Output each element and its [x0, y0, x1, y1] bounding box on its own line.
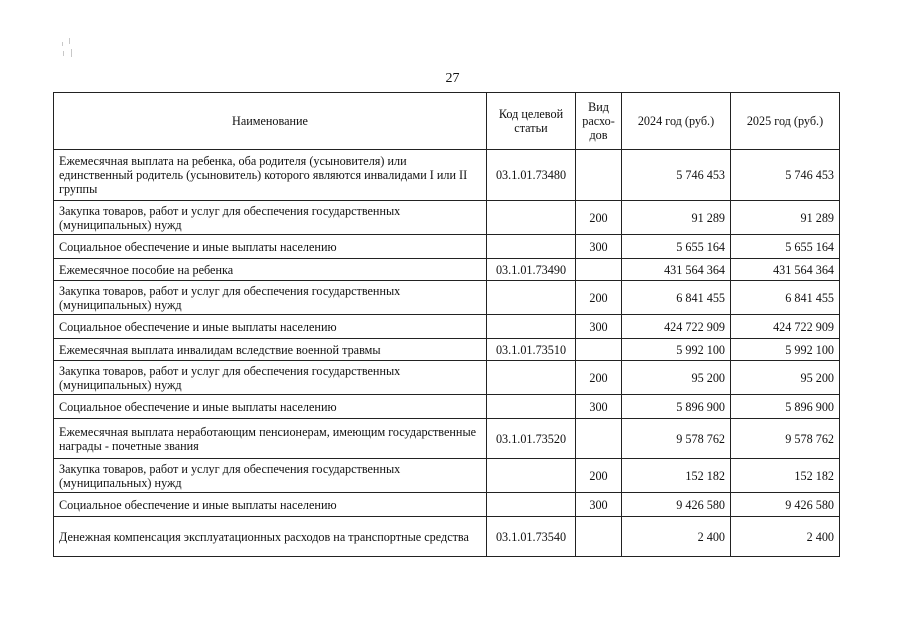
row-2025-cell: 5 992 100 [731, 339, 840, 361]
row-name-cell: Закупка товаров, работ и услуг для обеспечения государственных (муниципальных) нужд [54, 459, 487, 493]
row-code-cell [487, 201, 576, 235]
row-2025-cell: 5 896 900 [731, 395, 840, 419]
row-expense-type-cell [576, 339, 622, 361]
row-expense-type-cell: 200 [576, 361, 622, 395]
table-body [54, 150, 840, 557]
budget-table [53, 92, 840, 557]
row-expense-type-cell [576, 150, 622, 201]
row-code-cell [487, 315, 576, 339]
row-expense-type-cell: 200 [576, 459, 622, 493]
row-2024-cell: 152 182 [622, 459, 731, 493]
row-code-cell [487, 459, 576, 493]
table-row [54, 419, 840, 459]
row-code-cell [487, 361, 576, 395]
row-expense-type-cell: 300 [576, 493, 622, 517]
row-code-cell [487, 281, 576, 315]
row-code-cell [487, 493, 576, 517]
row-expense-type-cell: 300 [576, 395, 622, 419]
row-2025-cell: 6 841 455 [731, 281, 840, 315]
header-expense-type: Вид расхо-дов [576, 93, 622, 150]
row-code-cell: 03.1.01.73520 [487, 419, 576, 459]
header-2025: 2025 год (руб.) [731, 93, 840, 150]
row-name-cell: Закупка товаров, работ и услуг для обеспечения государственных (муниципальных) нужд [54, 361, 487, 395]
row-expense-type-cell: 300 [576, 235, 622, 259]
row-name-cell: Закупка товаров, работ и услуг для обеспечения государственных (муниципальных) нужд [54, 281, 487, 315]
row-2025-cell: 431 564 364 [731, 259, 840, 281]
row-name-cell: Социальное обеспечение и иные выплаты населению [54, 493, 487, 517]
row-code-cell: 03.1.01.73490 [487, 259, 576, 281]
table-row [54, 315, 840, 339]
row-expense-type-cell: 300 [576, 315, 622, 339]
row-2025-cell: 9 578 762 [731, 419, 840, 459]
row-expense-type-cell: 200 [576, 281, 622, 315]
row-expense-type-cell [576, 517, 622, 557]
row-2025-cell: 95 200 [731, 361, 840, 395]
table-row [54, 281, 840, 315]
page-number: 27 [445, 71, 460, 86]
row-expense-type-cell: 200 [576, 201, 622, 235]
table-row [54, 259, 840, 281]
row-code-cell [487, 235, 576, 259]
header-name: Наименование [54, 93, 487, 150]
row-2025-cell: 2 400 [731, 517, 840, 557]
row-code-cell: 03.1.01.73510 [487, 339, 576, 361]
row-2024-cell: 431 564 364 [622, 259, 731, 281]
row-2024-cell: 5 896 900 [622, 395, 731, 419]
row-name-cell: Социальное обеспечение и иные выплаты населению [54, 235, 487, 259]
table-row [54, 361, 840, 395]
row-2024-cell: 9 578 762 [622, 419, 731, 459]
row-2024-cell: 5 992 100 [622, 339, 731, 361]
row-2025-cell: 91 289 [731, 201, 840, 235]
row-2025-cell: 424 722 909 [731, 315, 840, 339]
row-expense-type-cell [576, 419, 622, 459]
row-2025-cell: 152 182 [731, 459, 840, 493]
row-name-cell: Ежемесячное пособие на ребенка [54, 259, 487, 281]
row-2024-cell: 5 746 453 [622, 150, 731, 201]
row-name-cell: Денежная компенсация эксплуатационных расходов на транспортные средства [54, 517, 487, 557]
row-expense-type-cell [576, 259, 622, 281]
table-row [54, 201, 840, 235]
table-row [54, 493, 840, 517]
table-row [54, 395, 840, 419]
table-row [54, 150, 840, 201]
header-2024: 2024 год (руб.) [622, 93, 731, 150]
row-name-cell: Ежемесячная выплата инвалидам вследствие военной травмы [54, 339, 487, 361]
table-row [54, 517, 840, 557]
row-name-cell: Закупка товаров, работ и услуг для обеспечения государственных (муниципальных) нужд [54, 201, 487, 235]
row-2024-cell: 6 841 455 [622, 281, 731, 315]
row-2025-cell: 9 426 580 [731, 493, 840, 517]
row-code-cell: 03.1.01.73540 [487, 517, 576, 557]
row-name-cell: Социальное обеспечение и иные выплаты населению [54, 315, 487, 339]
row-2024-cell: 95 200 [622, 361, 731, 395]
row-code-cell [487, 395, 576, 419]
table-row [54, 459, 840, 493]
row-2024-cell: 9 426 580 [622, 493, 731, 517]
scan-artifact [60, 38, 74, 60]
table-header-row [54, 93, 840, 150]
row-code-cell: 03.1.01.73480 [487, 150, 576, 201]
table-row [54, 235, 840, 259]
row-2024-cell: 424 722 909 [622, 315, 731, 339]
row-name-cell: Ежемесячная выплата неработающим пенсионерам, имеющим государственные награды - почетные звания [54, 419, 487, 459]
header-target-code: Код целевой статьи [487, 93, 576, 150]
row-name-cell: Ежемесячная выплата на ребенка, оба родителя (усыновителя) или единственный родитель (усыновитель) которого являются инвалидами I или II группы [54, 150, 487, 201]
row-name-cell: Социальное обеспечение и иные выплаты населению [54, 395, 487, 419]
row-2024-cell: 2 400 [622, 517, 731, 557]
row-2024-cell: 91 289 [622, 201, 731, 235]
row-2025-cell: 5 746 453 [731, 150, 840, 201]
row-2025-cell: 5 655 164 [731, 235, 840, 259]
table-row [54, 339, 840, 361]
row-2024-cell: 5 655 164 [622, 235, 731, 259]
